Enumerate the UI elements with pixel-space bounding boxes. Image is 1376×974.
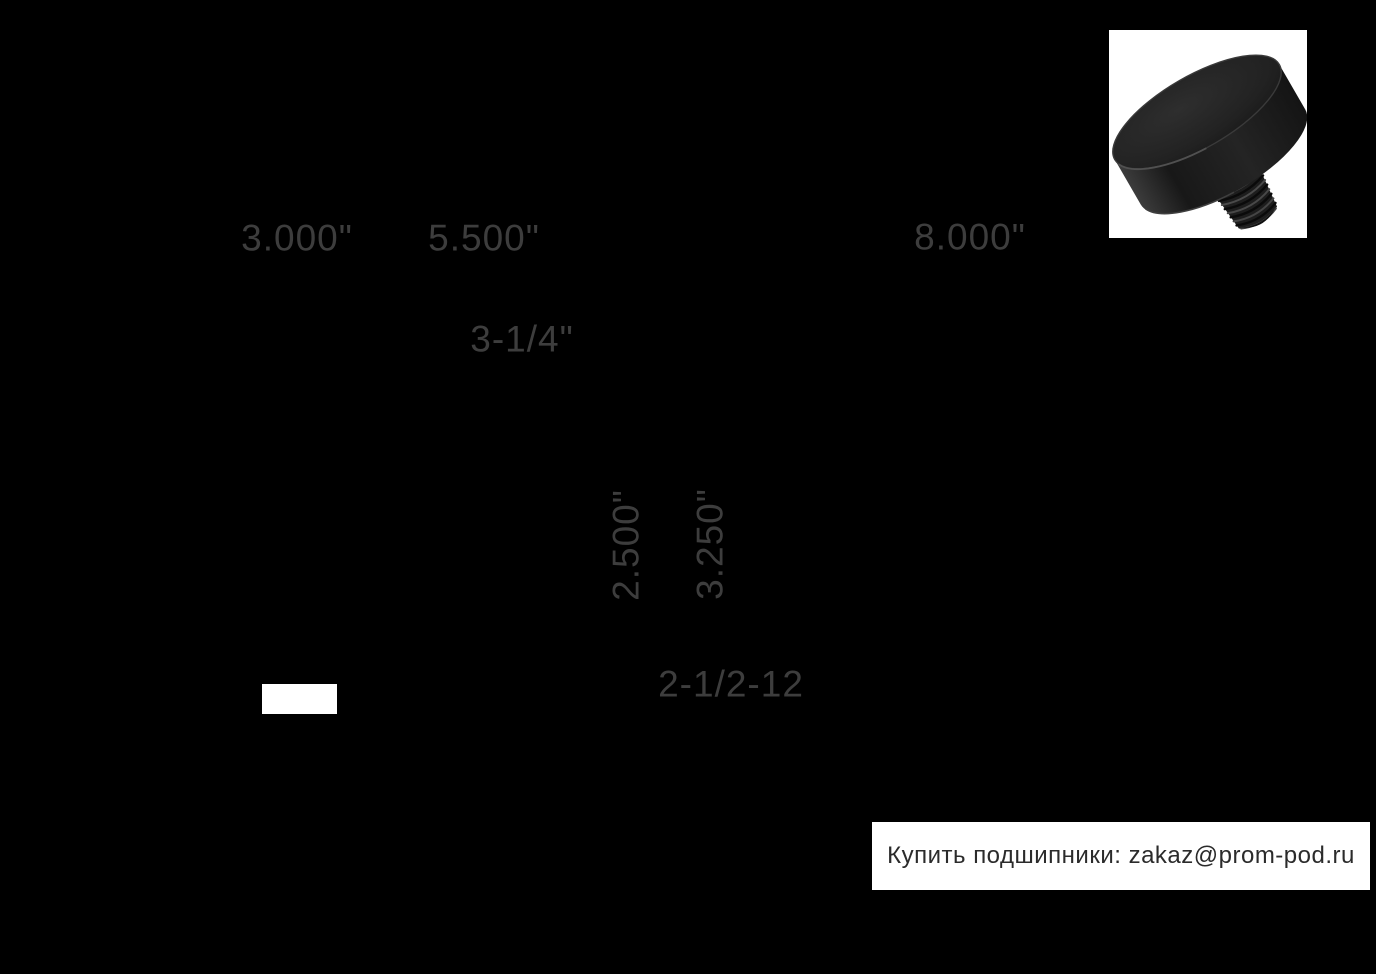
product-photo-panel [1109,30,1307,238]
dim-label-head-width: 3.000" [241,217,353,259]
dim-label-flat-width: 3-1/4" [470,318,574,360]
dim-label-stud-length: 5.500" [428,217,540,259]
dim-label-stud-diameter: 2.500" [605,489,647,601]
cam-follower-bearing-icon [1109,30,1307,238]
contact-banner-text: Купить подшипники: zakaz@prom-pod.ru [887,842,1355,869]
contact-banner [872,822,1370,890]
dim-label-overall-length: 8.000" [914,216,1026,258]
watermark-mask-rect [262,684,337,714]
dim-label-roller-diameter: 3.250" [689,488,731,600]
dim-label-thread-spec: 2-1/2-12 [658,663,804,705]
